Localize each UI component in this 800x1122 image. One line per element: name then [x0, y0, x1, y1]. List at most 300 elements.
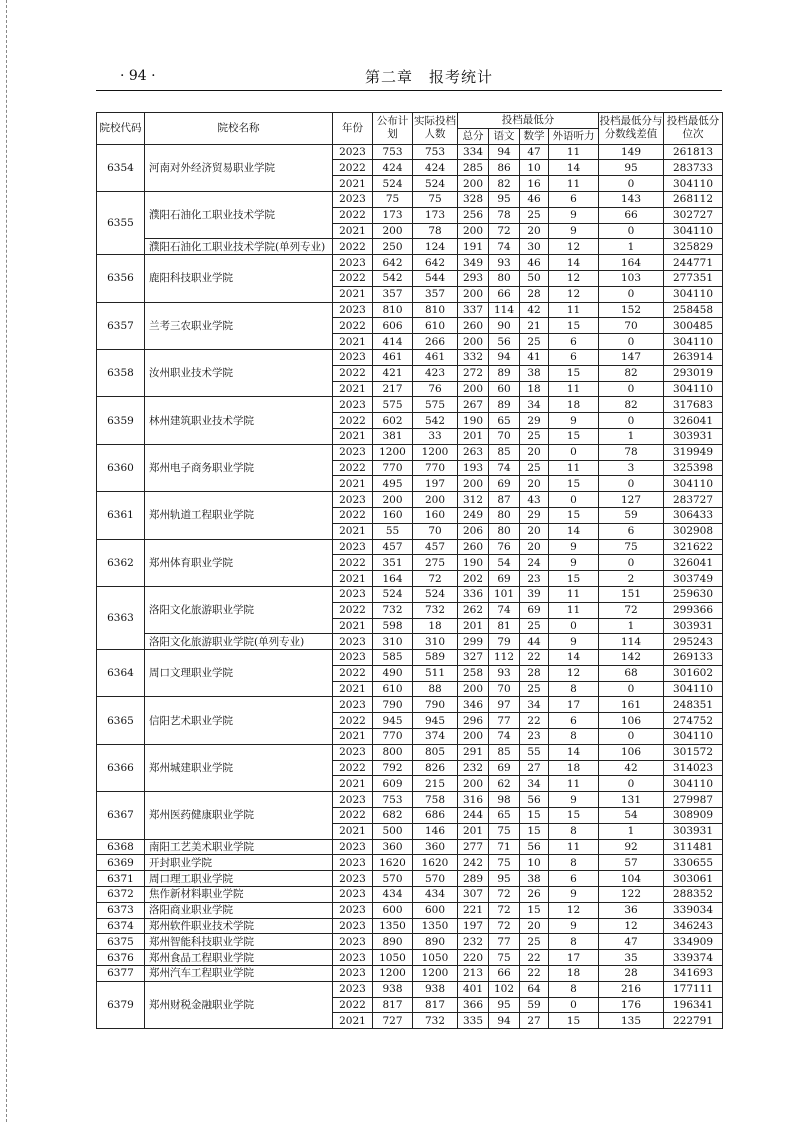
cell-year: 2023	[333, 918, 373, 934]
cell-foreign: 9	[549, 918, 599, 934]
header-rank: 投档最低分位次	[664, 113, 723, 145]
cell-chinese: 69	[489, 476, 520, 492]
table-body	[97, 144, 723, 1029]
cell-plan: 461	[373, 349, 413, 365]
cell-enrolled: 790	[413, 697, 458, 713]
cell-enrolled: 1350	[413, 918, 458, 934]
cell-chinese: 66	[489, 966, 520, 982]
cell-chinese: 75	[489, 855, 520, 871]
cell-plan: 1200	[373, 966, 413, 982]
cell-year: 2023	[333, 981, 373, 997]
college-name: 林州建筑职业技术学院	[145, 397, 333, 444]
cell-year: 2021	[333, 476, 373, 492]
cell-foreign: 6	[549, 191, 599, 207]
college-name: 洛阳商业职业学院	[145, 902, 333, 918]
table-row	[97, 871, 723, 887]
cell-foreign: 11	[549, 460, 599, 476]
cell-rank: 339034	[664, 902, 723, 918]
cell-total: 244	[458, 808, 489, 824]
table-row	[97, 650, 723, 666]
cell-chinese: 90	[489, 318, 520, 334]
cell-total: 336	[458, 586, 489, 602]
cell-year: 2021	[333, 223, 373, 239]
cell-plan: 575	[373, 397, 413, 413]
cell-year: 2022	[333, 713, 373, 729]
cell-plan: 524	[373, 586, 413, 602]
cell-chinese: 62	[489, 776, 520, 792]
cell-enrolled: 600	[413, 902, 458, 918]
cell-enrolled: 1200	[413, 444, 458, 460]
cell-foreign: 15	[549, 808, 599, 824]
cell-foreign: 12	[549, 270, 599, 286]
cell-enrolled: 732	[413, 602, 458, 618]
cell-year: 2023	[333, 950, 373, 966]
cell-year: 2022	[333, 413, 373, 429]
cell-diff: 0	[599, 223, 664, 239]
cell-plan: 421	[373, 365, 413, 381]
cell-foreign: 8	[549, 855, 599, 871]
cell-foreign: 8	[549, 823, 599, 839]
cell-math: 25	[520, 334, 549, 350]
cell-plan: 414	[373, 334, 413, 350]
cell-rank: 304110	[664, 776, 723, 792]
college-name: 郑州汽车工程职业学院	[145, 966, 333, 982]
cell-total: 267	[458, 397, 489, 413]
cell-foreign: 8	[549, 981, 599, 997]
table-row	[97, 950, 723, 966]
cell-enrolled: 88	[413, 681, 458, 697]
cell-total: 262	[458, 602, 489, 618]
cell-chinese: 56	[489, 334, 520, 350]
cell-foreign: 6	[549, 349, 599, 365]
cell-math: 10	[520, 160, 549, 176]
cell-plan: 55	[373, 523, 413, 539]
cell-year: 2023	[333, 697, 373, 713]
cell-rank: 196341	[664, 997, 723, 1013]
cell-enrolled: 810	[413, 302, 458, 318]
college-name: 郑州财税金融职业学院	[145, 981, 333, 1028]
cell-foreign: 14	[549, 650, 599, 666]
cell-total: 191	[458, 239, 489, 255]
cell-enrolled: 938	[413, 981, 458, 997]
cell-rank: 304110	[664, 681, 723, 697]
cell-math: 30	[520, 239, 549, 255]
cell-total: 201	[458, 428, 489, 444]
cell-math: 43	[520, 492, 549, 508]
cell-diff: 106	[599, 713, 664, 729]
cell-enrolled: 544	[413, 270, 458, 286]
cell-rank: 303931	[664, 618, 723, 634]
cell-plan: 1050	[373, 950, 413, 966]
cell-rank: 304110	[664, 286, 723, 302]
cell-math: 15	[520, 902, 549, 918]
cell-plan: 457	[373, 539, 413, 555]
cell-chinese: 74	[489, 729, 520, 745]
cell-plan: 800	[373, 744, 413, 760]
cell-rank: 306433	[664, 507, 723, 523]
cell-math: 44	[520, 634, 549, 650]
cell-foreign: 9	[549, 792, 599, 808]
cell-total: 272	[458, 365, 489, 381]
college-name: 郑州体育职业学院	[145, 539, 333, 586]
cell-year: 2023	[333, 255, 373, 271]
cell-math: 20	[520, 523, 549, 539]
cell-year: 2021	[333, 618, 373, 634]
header-math: 数学	[520, 128, 549, 144]
cell-total: 200	[458, 286, 489, 302]
cell-math: 20	[520, 476, 549, 492]
header-total: 总分	[458, 128, 489, 144]
cell-total: 193	[458, 460, 489, 476]
table-row	[97, 918, 723, 934]
cell-foreign: 12	[549, 902, 599, 918]
college-code: 6358	[97, 349, 145, 396]
header-plan: 公布计划	[373, 113, 413, 145]
cell-diff: 70	[599, 318, 664, 334]
cell-plan: 606	[373, 318, 413, 334]
cell-enrolled: 589	[413, 650, 458, 666]
cell-rank: 304110	[664, 729, 723, 745]
cell-year: 2023	[333, 349, 373, 365]
cell-enrolled: 575	[413, 397, 458, 413]
cell-plan: 524	[373, 176, 413, 192]
cell-diff: 143	[599, 191, 664, 207]
cell-rank: 325829	[664, 239, 723, 255]
cell-chinese: 75	[489, 950, 520, 966]
cell-enrolled: 511	[413, 665, 458, 681]
cell-plan: 602	[373, 413, 413, 429]
cell-rank: 300485	[664, 318, 723, 334]
cell-diff: 1	[599, 618, 664, 634]
cell-foreign: 8	[549, 729, 599, 745]
cell-year: 2021	[333, 729, 373, 745]
cell-chinese: 81	[489, 618, 520, 634]
cell-total: 232	[458, 760, 489, 776]
cell-foreign: 18	[549, 966, 599, 982]
cell-diff: 131	[599, 792, 664, 808]
cell-enrolled: 642	[413, 255, 458, 271]
cell-total: 256	[458, 207, 489, 223]
cell-chinese: 74	[489, 602, 520, 618]
cell-year: 2023	[333, 744, 373, 760]
cell-foreign: 0	[549, 618, 599, 634]
cell-math: 59	[520, 997, 549, 1013]
cell-total: 401	[458, 981, 489, 997]
cell-plan: 792	[373, 760, 413, 776]
cell-diff: 152	[599, 302, 664, 318]
cell-chinese: 85	[489, 744, 520, 760]
college-name: 洛阳文化旅游职业学院(单列专业)	[145, 634, 333, 650]
cell-math: 69	[520, 602, 549, 618]
cell-chinese: 65	[489, 808, 520, 824]
cell-total: 334	[458, 144, 489, 160]
cell-plan: 682	[373, 808, 413, 824]
cell-enrolled: 124	[413, 239, 458, 255]
cell-plan: 600	[373, 902, 413, 918]
cell-diff: 2	[599, 571, 664, 587]
cell-chinese: 65	[489, 413, 520, 429]
cell-foreign: 15	[549, 507, 599, 523]
cell-foreign: 9	[549, 413, 599, 429]
cell-enrolled: 461	[413, 349, 458, 365]
cell-total: 307	[458, 887, 489, 903]
cell-year: 2022	[333, 602, 373, 618]
college-code: 6354	[97, 144, 145, 191]
college-code: 6377	[97, 966, 145, 982]
cell-chinese: 77	[489, 934, 520, 950]
college-code: 6369	[97, 855, 145, 871]
college-code: 6355	[97, 191, 145, 254]
table-row	[97, 887, 723, 903]
cell-total: 242	[458, 855, 489, 871]
cell-diff: 164	[599, 255, 664, 271]
cell-enrolled: 732	[413, 1013, 458, 1029]
cell-diff: 78	[599, 444, 664, 460]
cell-math: 38	[520, 871, 549, 887]
table-row	[97, 934, 723, 950]
cell-year: 2021	[333, 286, 373, 302]
cell-diff: 95	[599, 160, 664, 176]
college-code: 6376	[97, 950, 145, 966]
cell-foreign: 6	[549, 334, 599, 350]
cell-plan: 542	[373, 270, 413, 286]
cell-chinese: 89	[489, 365, 520, 381]
cell-enrolled: 890	[413, 934, 458, 950]
cell-foreign: 17	[549, 697, 599, 713]
cell-plan: 790	[373, 697, 413, 713]
cell-foreign: 15	[549, 318, 599, 334]
cell-math: 29	[520, 413, 549, 429]
cell-rank: 259630	[664, 586, 723, 602]
cell-rank: 304110	[664, 176, 723, 192]
cell-math: 25	[520, 618, 549, 634]
cell-math: 24	[520, 555, 549, 571]
cell-math: 20	[520, 539, 549, 555]
cell-rank: 304110	[664, 476, 723, 492]
cell-math: 41	[520, 349, 549, 365]
cell-math: 27	[520, 760, 549, 776]
cell-chinese: 93	[489, 255, 520, 271]
cell-plan: 945	[373, 713, 413, 729]
binding-margin-line	[6, 0, 7, 1122]
cell-enrolled: 434	[413, 887, 458, 903]
cell-foreign: 9	[549, 539, 599, 555]
table-row	[97, 349, 723, 365]
cell-math: 23	[520, 729, 549, 745]
cell-chinese: 70	[489, 681, 520, 697]
cell-total: 200	[458, 334, 489, 350]
table-row	[97, 966, 723, 982]
cell-total: 200	[458, 729, 489, 745]
table-row	[97, 444, 723, 460]
cell-diff: 0	[599, 729, 664, 745]
header-rule	[96, 90, 722, 91]
cell-total: 293	[458, 270, 489, 286]
cell-chinese: 86	[489, 160, 520, 176]
cell-chinese: 72	[489, 887, 520, 903]
cell-total: 200	[458, 776, 489, 792]
cell-enrolled: 76	[413, 381, 458, 397]
cell-math: 28	[520, 665, 549, 681]
cell-foreign: 15	[549, 571, 599, 587]
cell-chinese: 80	[489, 270, 520, 286]
cell-year: 2023	[333, 966, 373, 982]
cell-rank: 326041	[664, 413, 723, 429]
cell-year: 2022	[333, 760, 373, 776]
table-row	[97, 839, 723, 855]
cell-math: 16	[520, 176, 549, 192]
cell-math: 22	[520, 650, 549, 666]
cell-plan: 434	[373, 887, 413, 903]
cell-math: 34	[520, 776, 549, 792]
cell-diff: 92	[599, 839, 664, 855]
cell-enrolled: 215	[413, 776, 458, 792]
cell-total: 296	[458, 713, 489, 729]
cell-total: 277	[458, 839, 489, 855]
cell-year: 2021	[333, 776, 373, 792]
cell-plan: 570	[373, 871, 413, 887]
cell-rank: 303931	[664, 823, 723, 839]
cell-math: 25	[520, 681, 549, 697]
cell-rank: 295243	[664, 634, 723, 650]
header-name: 院校名称	[145, 113, 333, 145]
cell-year: 2021	[333, 571, 373, 587]
college-name: 鹿阳科技职业学院	[145, 255, 333, 302]
cell-chinese: 98	[489, 792, 520, 808]
cell-plan: 753	[373, 144, 413, 160]
cell-chinese: 95	[489, 997, 520, 1013]
cell-foreign: 8	[549, 934, 599, 950]
cell-rank: 244771	[664, 255, 723, 271]
cell-rank: 334909	[664, 934, 723, 950]
cell-rank: 301572	[664, 744, 723, 760]
cell-chinese: 74	[489, 460, 520, 476]
college-code: 6371	[97, 871, 145, 887]
cell-enrolled: 524	[413, 586, 458, 602]
cell-foreign: 9	[549, 887, 599, 903]
college-name: 开封职业学院	[145, 855, 333, 871]
college-name: 郑州电子商务职业学院	[145, 444, 333, 491]
cell-enrolled: 1050	[413, 950, 458, 966]
cell-year: 2022	[333, 318, 373, 334]
cell-diff: 42	[599, 760, 664, 776]
cell-foreign: 11	[549, 839, 599, 855]
cell-chinese: 97	[489, 697, 520, 713]
cell-year: 2022	[333, 507, 373, 523]
cell-chinese: 95	[489, 191, 520, 207]
cell-year: 2022	[333, 365, 373, 381]
table-row	[97, 697, 723, 713]
cell-diff: 104	[599, 871, 664, 887]
cell-math: 28	[520, 286, 549, 302]
cell-math: 46	[520, 191, 549, 207]
cell-math: 25	[520, 428, 549, 444]
cell-diff: 36	[599, 902, 664, 918]
cell-foreign: 18	[549, 760, 599, 776]
cell-diff: 0	[599, 381, 664, 397]
cell-total: 206	[458, 523, 489, 539]
cell-diff: 122	[599, 887, 664, 903]
cell-plan: 598	[373, 618, 413, 634]
cell-total: 190	[458, 413, 489, 429]
cell-enrolled: 945	[413, 713, 458, 729]
cell-math: 21	[520, 318, 549, 334]
cell-diff: 0	[599, 555, 664, 571]
cell-year: 2023	[333, 397, 373, 413]
cell-year: 2023	[333, 902, 373, 918]
cell-chinese: 54	[489, 555, 520, 571]
cell-chinese: 93	[489, 665, 520, 681]
cell-total: 220	[458, 950, 489, 966]
cell-foreign: 11	[549, 776, 599, 792]
cell-foreign: 6	[549, 871, 599, 887]
cell-foreign: 9	[549, 223, 599, 239]
cell-chinese: 72	[489, 918, 520, 934]
cell-chinese: 77	[489, 713, 520, 729]
cell-diff: 1	[599, 823, 664, 839]
cell-foreign: 11	[549, 176, 599, 192]
cell-plan: 164	[373, 571, 413, 587]
cell-rank: 304110	[664, 334, 723, 350]
cell-year: 2023	[333, 302, 373, 318]
cell-year: 2022	[333, 997, 373, 1013]
cell-math: 27	[520, 1013, 549, 1029]
cell-chinese: 72	[489, 223, 520, 239]
cell-enrolled: 310	[413, 634, 458, 650]
cell-rank: 303061	[664, 871, 723, 887]
cell-year: 2023	[333, 634, 373, 650]
cell-total: 190	[458, 555, 489, 571]
cell-diff: 66	[599, 207, 664, 223]
cell-math: 22	[520, 713, 549, 729]
cell-enrolled: 374	[413, 729, 458, 745]
cell-enrolled: 146	[413, 823, 458, 839]
cell-diff: 0	[599, 334, 664, 350]
cell-total: 263	[458, 444, 489, 460]
cell-plan: 490	[373, 665, 413, 681]
cell-foreign: 15	[549, 476, 599, 492]
cell-diff: 0	[599, 286, 664, 302]
admission-table	[96, 112, 723, 1029]
cell-diff: 151	[599, 586, 664, 602]
cell-foreign: 15	[549, 365, 599, 381]
cell-year: 2021	[333, 428, 373, 444]
table-row	[97, 855, 723, 871]
cell-year: 2023	[333, 855, 373, 871]
cell-diff: 147	[599, 349, 664, 365]
cell-year: 2023	[333, 871, 373, 887]
cell-plan: 381	[373, 428, 413, 444]
college-name: 濮阳石油化工职业技术学院(单列专业)	[145, 239, 333, 255]
cell-year: 2021	[333, 681, 373, 697]
cell-total: 291	[458, 744, 489, 760]
header-min-score-group: 投档最低分	[458, 113, 599, 129]
cell-diff: 1	[599, 428, 664, 444]
cell-math: 29	[520, 507, 549, 523]
cell-diff: 82	[599, 365, 664, 381]
cell-math: 25	[520, 934, 549, 950]
cell-foreign: 14	[549, 255, 599, 271]
cell-chinese: 80	[489, 523, 520, 539]
cell-plan: 1350	[373, 918, 413, 934]
cell-rank: 314023	[664, 760, 723, 776]
cell-enrolled: 70	[413, 523, 458, 539]
cell-total: 200	[458, 223, 489, 239]
cell-plan: 75	[373, 191, 413, 207]
cell-enrolled: 805	[413, 744, 458, 760]
cell-rank: 319949	[664, 444, 723, 460]
cell-enrolled: 266	[413, 334, 458, 350]
